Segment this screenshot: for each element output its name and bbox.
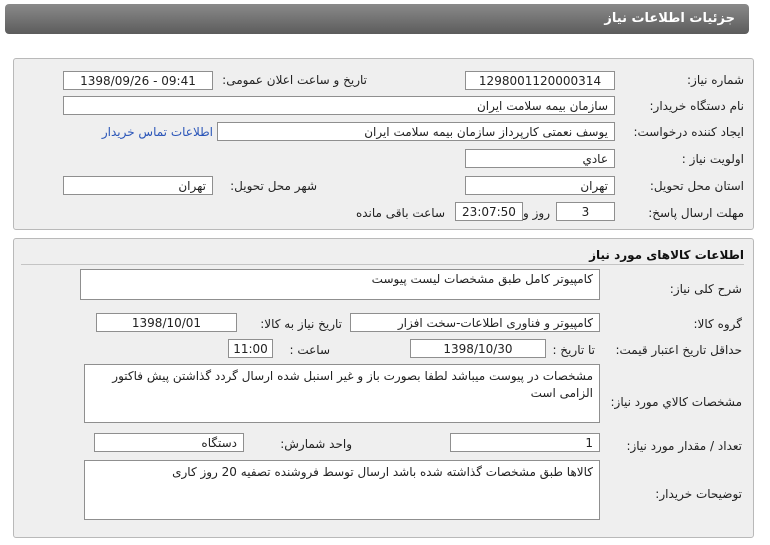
province-field[interactable]: تهران xyxy=(465,176,615,195)
remaining-word: ساعت باقی مانده xyxy=(355,206,445,220)
unit-field[interactable]: دستگاه xyxy=(94,433,244,452)
deadline-days-field[interactable]: 3 xyxy=(556,202,615,221)
window-title: جزئیات اطلاعات نیاز xyxy=(5,4,749,34)
section-divider xyxy=(21,264,744,265)
qty-field[interactable]: 1 xyxy=(450,433,600,452)
buyer-org-label: نام دستگاه خریدار: xyxy=(649,99,744,113)
deadline-label: مهلت ارسال پاسخ: xyxy=(648,206,744,220)
specs-field[interactable]: مشخصات در پیوست میباشد لطفا بصورت باز و غیر اسنبل شده ارسال گردد گذاشتن پیش فاکتور الزامی است xyxy=(84,364,600,423)
goods-section-title: اطلاعات کالاهای مورد نیاز xyxy=(589,248,744,262)
province-label: استان محل تحویل: xyxy=(649,179,744,193)
creator-field[interactable]: یوسف نعمتی کارپرداز سازمان بیمه سلامت ایران xyxy=(217,122,615,141)
city-field[interactable]: تهران xyxy=(63,176,213,195)
qty-label: تعداد / مقدار مورد نیاز: xyxy=(626,439,742,453)
goods-group-field[interactable]: کامپیوتر و فناوری اطلاعات-سخت افزار xyxy=(350,313,600,332)
time-label: ساعت : xyxy=(289,343,330,357)
unit-label: واحد شمارش: xyxy=(280,437,352,451)
need-date-field[interactable]: 1398/10/01 xyxy=(96,313,237,332)
announce-date-label: تاریخ و ساعت اعلان عمومی: xyxy=(222,73,367,87)
creator-label: ایجاد کننده درخواست: xyxy=(633,125,744,139)
priority-label: اولویت نیاز : xyxy=(681,152,744,166)
buyer-notes-label: توضیحات خریدار: xyxy=(655,487,742,501)
buyer-org-field[interactable]: سازمان بیمه سلامت ایران xyxy=(63,96,615,115)
need-number-label: شماره نیاز: xyxy=(687,73,744,87)
city-label: شهر محل تحویل: xyxy=(230,179,317,193)
until-date-field[interactable]: 1398/10/30 xyxy=(410,339,546,358)
until-date-label: تا تاریخ : xyxy=(552,343,595,357)
goods-group-label: گروه کالا: xyxy=(693,317,742,331)
summary-field[interactable]: کامپیوتر کامل طبق مشخصات لیست پیوست xyxy=(80,269,600,300)
specs-label: مشخصات کالاي مورد نیاز: xyxy=(610,395,742,409)
buyer-notes-field[interactable]: کالاها طبق مشخصات گذاشته شده باشد ارسال توسط فروشنده تصفیه 20 روز کاری xyxy=(84,460,600,520)
summary-label: شرح کلی نیاز: xyxy=(669,282,742,296)
buyer-contact-link[interactable]: اطلاعات تماس خریدار xyxy=(101,125,213,139)
time-field[interactable]: 11:00 xyxy=(228,339,273,358)
priority-field[interactable]: عادي xyxy=(465,149,615,168)
deadline-time-field[interactable]: 23:07:50 xyxy=(455,202,523,221)
need-number-field[interactable]: 1298001120000314 xyxy=(465,71,615,90)
days-word: روز و xyxy=(523,206,550,220)
announce-date-field[interactable]: 1398/09/26 - 09:41 xyxy=(63,71,213,90)
price-validity-label: حداقل تاریخ اعتبار قیمت: xyxy=(615,343,742,357)
need-date-label: تاریخ نیاز به کالا: xyxy=(260,317,342,331)
